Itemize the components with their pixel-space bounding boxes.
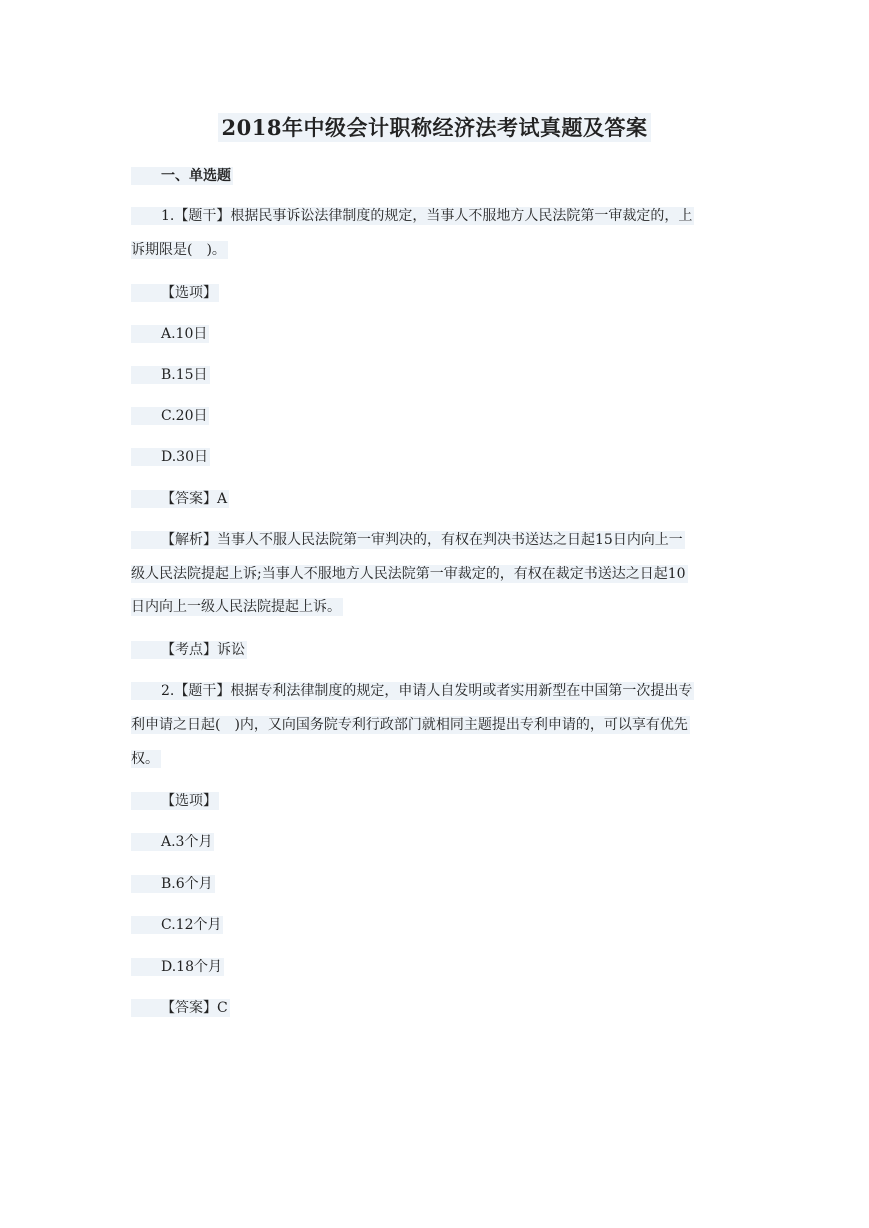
q1-options-label: 【选项】 — [131, 283, 219, 303]
q1-analysis-line-3: 日内向上一级人民法院提起上诉。 — [131, 599, 341, 615]
q2-stem-line-1: 2.【题干】根据专利法律制度的规定，申请人自发明或者实用新型在中国第一次提出专 — [131, 681, 694, 701]
q1-stem-line-1: 1.【题干】根据民事诉讼法律制度的规定，当事人不服地方人民法院第一审裁定的，上 — [131, 206, 694, 226]
q2-answer: 【答案】C — [131, 998, 230, 1018]
q1-point: 【考点】诉讼 — [131, 640, 247, 660]
q2-stem-line-2: 利申请之日起( )内，又向国务院专利行政部门就相同主题提出专利申请的，可以享有优先 — [131, 717, 688, 733]
q1-analysis-line-2: 级人民法院提起上诉;当事人不服地方人民法院第一审裁定的，有权在裁定书送达之日起10 — [131, 566, 686, 582]
q1-answer: 【答案】A — [131, 489, 229, 509]
section-heading: 一、单选题 — [131, 166, 233, 186]
q1-option-c: C.20日 — [131, 406, 209, 426]
q2-options-label: 【选项】 — [131, 791, 219, 811]
q2-stem-line-3: 权。 — [131, 751, 159, 767]
q2-option-b: B.6个月 — [131, 874, 215, 894]
q1-option-b: B.15日 — [131, 365, 210, 385]
q1-stem-line-2: 诉期限是( )。 — [131, 242, 226, 258]
q1-analysis-line-1: 【解析】当事人不服人民法院第一审判决的，有权在判决书送达之日起15日内向上一 — [131, 530, 685, 550]
q1-option-a: A.10日 — [131, 324, 209, 344]
q1-option-d: D.30日 — [131, 447, 210, 467]
document-title: 2018年中级会计职称经济法考试真题及答案 — [0, 112, 869, 142]
q2-option-d: D.18个月 — [131, 957, 224, 977]
q2-option-c: C.12个月 — [131, 915, 223, 935]
q2-option-a: A.3个月 — [131, 832, 214, 852]
